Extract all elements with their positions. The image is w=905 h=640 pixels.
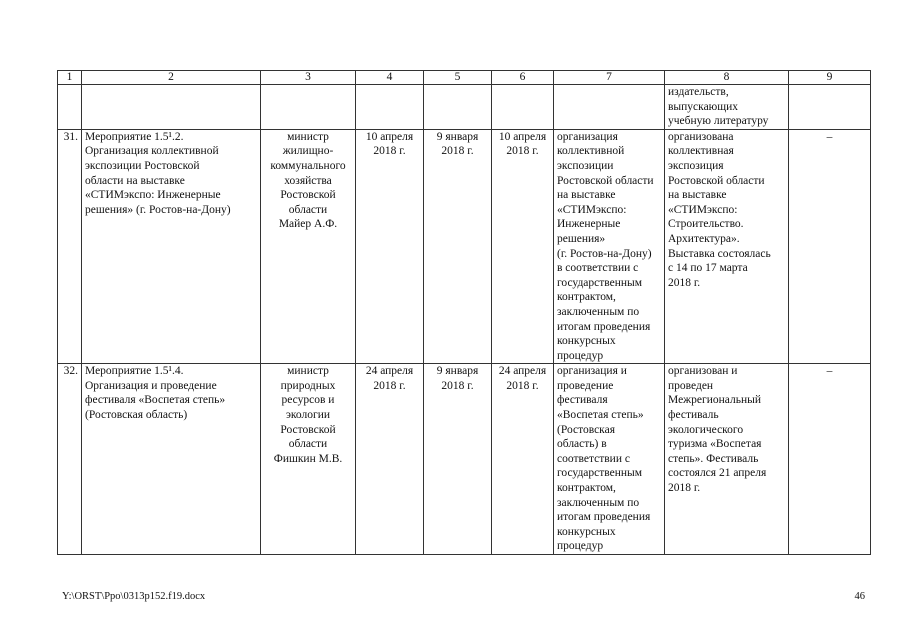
row-number: 32. (58, 364, 82, 555)
cell-text-line: области (288, 203, 328, 216)
cell-text-line: 24 апреля (498, 365, 547, 378)
cell-text-line: области (288, 438, 328, 451)
cell-text-line: организация (557, 130, 618, 143)
cell-text-line: решения» (557, 232, 606, 245)
cell-text-line: фестиваля (557, 394, 608, 407)
date-plan-cell (356, 364, 424, 555)
cell-text-line: решения» (г. Ростов-на-Дону) (85, 203, 231, 216)
cell-text-line: процедур (557, 349, 604, 362)
cell-text-line: ресурсов и (281, 394, 335, 407)
cell-text-line: Мероприятие 1.5¹.2. (85, 130, 184, 143)
cell-text-line: «СТИМэкспо: Инженерные (85, 189, 221, 202)
footer-file-path: Y:\ORST\Ppo\0313p152.f19.docx (62, 591, 206, 602)
note-cell: – (789, 129, 871, 364)
date-report-cell (424, 364, 492, 555)
cell-text-line: Ростовской области (557, 174, 654, 187)
column-header: 7 (554, 71, 665, 85)
cell-text-line: соответствии с (557, 452, 630, 465)
cell-text-line: на выставке (668, 189, 727, 202)
cell-text-line: экспозиции (557, 159, 614, 172)
date-fact-cell (492, 129, 554, 364)
cell-text-line: «Воспетая степь» (557, 409, 644, 422)
cell-text-line: область) в (557, 438, 607, 451)
cell-text-line: конкурсных (557, 335, 616, 348)
table-cell (261, 85, 356, 130)
cell-text-line: состоялся 21 апреля (668, 467, 767, 480)
cell-text-line: фестиваль (668, 409, 719, 422)
cell-text-line: Ростовской (280, 423, 336, 436)
cell-text-line: заключенным по (557, 496, 640, 509)
cell-text-line: экологии (285, 409, 331, 422)
cell-text-line: области на выставке (85, 174, 185, 187)
date-plan-cell (356, 129, 424, 364)
cell-text-line: учебную литературу (668, 115, 769, 128)
cell-text-line: министр (287, 365, 329, 378)
column-header: 8 (665, 71, 789, 85)
cell-text-line: 2018 г. (668, 482, 701, 495)
cell-text-line: Организация коллективной (85, 145, 219, 158)
page-number: 46 (854, 591, 865, 602)
column-header: 1 (58, 71, 82, 85)
table-cell (492, 85, 554, 130)
cell-text-line: 2018 г. (441, 379, 474, 392)
column-header: 4 (356, 71, 424, 85)
cell-text-line: организация и (557, 365, 627, 378)
cell-text-line: Инженерные (557, 218, 621, 231)
cell-text-line: Выставка состоялась (668, 247, 771, 260)
cell-text-line: выпускающих (668, 100, 739, 113)
table-row (58, 129, 871, 364)
cell-text-line: природных (280, 379, 336, 392)
cell-text-line: 10 апреля (498, 130, 547, 143)
cell-text-line: 9 января (436, 130, 479, 143)
report-table (57, 70, 871, 555)
column-header: 5 (424, 71, 492, 85)
column-header: 9 (789, 71, 871, 85)
table-cell (554, 85, 665, 130)
cell-text-line: экспозиции Ростовской (85, 159, 200, 172)
table-row (58, 364, 871, 555)
cell-text-line: (г. Ростов-на-Дону) (557, 247, 652, 260)
cell-text-line: коллективная (668, 145, 734, 158)
table-cell (424, 85, 492, 130)
cell-text-line: контрактом, (557, 482, 616, 495)
expected-result-cell (554, 129, 665, 364)
cell-text-line: итогам проведения (557, 320, 651, 333)
cell-text-line: Мероприятие 1.5¹.4. (85, 365, 184, 378)
cell-text-line: 2018 г. (506, 379, 539, 392)
cell-text-line: организована (668, 130, 734, 143)
cell-text-line: Межрегиональный (668, 394, 761, 407)
responsible-cell (261, 129, 356, 364)
cell-text-line: конкурсных (557, 525, 616, 538)
cell-text-line: 2018 г. (373, 145, 406, 158)
date-report-cell (424, 129, 492, 364)
cell-text-line: с 14 по 17 марта (668, 262, 748, 275)
cell-text-line: Фишкин М.В. (273, 452, 343, 465)
continuation-row (58, 85, 871, 130)
header-row (58, 71, 871, 85)
cell-text-line: коллективной (557, 145, 625, 158)
cell-text-line: жилищно- (282, 145, 334, 158)
cell-text-line: на выставке (557, 189, 616, 202)
table-cell (58, 85, 82, 130)
responsible-cell (261, 364, 356, 555)
column-header: 3 (261, 71, 356, 85)
cell-text-line: 2018 г. (441, 145, 474, 158)
cell-text-line: экологического (668, 423, 744, 436)
cell-text-line: «СТИМэкспо: (557, 203, 627, 216)
cell-text-line: проведен (668, 379, 714, 392)
cell-text-line: 9 января (436, 365, 479, 378)
cell-text-line: государственным (557, 467, 643, 480)
cell-text-line: степь». Фестиваль (668, 452, 759, 465)
cell-text-line: 24 апреля (365, 365, 414, 378)
event-cell (82, 129, 261, 364)
cell-text-line: итогам проведения (557, 511, 651, 524)
cell-text-line: туризма «Воспетая (668, 438, 762, 451)
cell-text-line: контрактом, (557, 291, 616, 304)
cell-text-line: 10 апреля (365, 130, 414, 143)
cell-text-line: Строительство. (668, 218, 744, 231)
cell-text-line: в соответствии с (557, 262, 639, 275)
cell-text-line: «СТИМэкспо: (668, 203, 738, 216)
note-cell: – (789, 364, 871, 555)
cell-text-line: организован и (668, 365, 738, 378)
cell-text-line: коммунального (270, 159, 346, 172)
table-cell (356, 85, 424, 130)
cell-text-line: издательств, (668, 86, 729, 98)
cell-text-line: (Ростовская (557, 423, 615, 436)
date-fact-cell (492, 364, 554, 555)
column-header: 2 (82, 71, 261, 85)
cell-text-line: заключенным по (557, 305, 640, 318)
cell-text-line: министр (287, 130, 329, 143)
cell-text-line: процедур (557, 540, 604, 553)
table-cell (789, 85, 871, 130)
row-number: 31. (58, 129, 82, 364)
cell-text-line: экспозиция (668, 159, 724, 172)
cell-text-line: хозяйства (284, 174, 332, 187)
actual-result-cell (665, 364, 789, 555)
cell-text-line: проведение (557, 379, 614, 392)
cell-text-line: Архитектура». (668, 232, 740, 245)
continuation-cell-actual (665, 85, 789, 130)
cell-text-line: фестиваля «Воспетая степь» (85, 394, 226, 407)
column-header: 6 (492, 71, 554, 85)
cell-text-line: 2018 г. (506, 145, 539, 158)
cell-text-line: государственным (557, 276, 643, 289)
expected-result-cell (554, 364, 665, 555)
event-cell (82, 364, 261, 555)
cell-text-line: (Ростовская область) (85, 409, 188, 422)
cell-text-line: 2018 г. (373, 379, 406, 392)
actual-result-cell (665, 129, 789, 364)
table-cell (82, 85, 261, 130)
cell-text-line: 2018 г. (668, 276, 701, 289)
cell-text-line: Ростовской области (668, 174, 765, 187)
cell-text-line: Ростовской (280, 189, 336, 202)
cell-text-line: Организация и проведение (85, 379, 217, 392)
cell-text-line: Майер А.Ф. (278, 218, 338, 231)
